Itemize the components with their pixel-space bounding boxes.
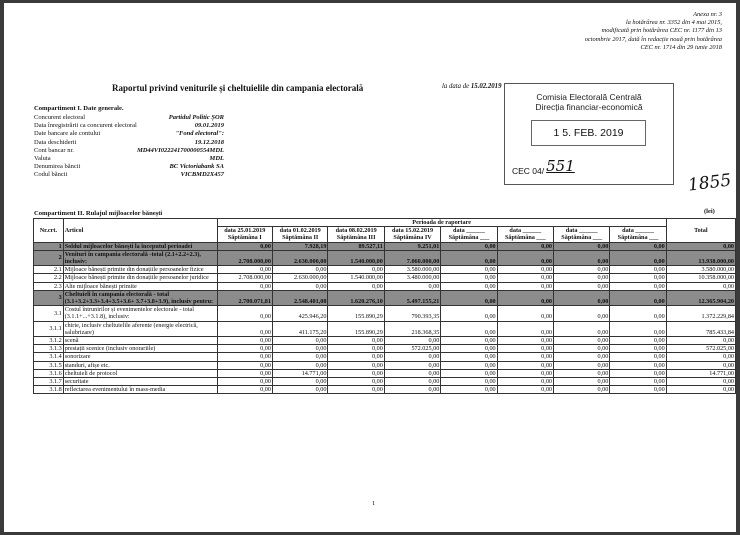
general-data-row bbox=[34, 155, 224, 163]
row-number: 3.1.5 bbox=[34, 361, 64, 369]
table-row bbox=[34, 345, 736, 353]
row-value: 0,00 bbox=[328, 282, 384, 290]
row-value: 0,00 bbox=[554, 266, 610, 274]
annex-line: Anexa nr. 3 bbox=[693, 11, 722, 18]
row-value: 9.251,01 bbox=[384, 242, 440, 250]
row-total: 0,00 bbox=[666, 361, 735, 369]
row-value: 0,00 bbox=[610, 378, 666, 386]
row-article: securitate bbox=[63, 378, 217, 386]
row-value: 0,00 bbox=[554, 345, 610, 353]
general-data-value: Partidul Politic ȘOR bbox=[168, 114, 224, 121]
general-data-row bbox=[34, 147, 224, 155]
general-data-label: Concurent electoral bbox=[34, 114, 86, 121]
section1-heading: Compartiment I. Date generale. bbox=[34, 105, 124, 112]
row-value: 0,00 bbox=[497, 282, 553, 290]
row-value: 2.548.401,08 bbox=[272, 290, 327, 305]
row-value: 0,00 bbox=[610, 282, 666, 290]
row-value: 2.700.071,81 bbox=[217, 290, 272, 305]
report-title: Raportul privind veniturile și cheltuielile din campania electorală bbox=[112, 83, 364, 93]
row-value: 0,00 bbox=[497, 345, 553, 353]
row-value: 5.497.155,21 bbox=[384, 290, 440, 305]
row-value: 0,00 bbox=[610, 242, 666, 250]
period-header bbox=[384, 227, 440, 242]
page-number: 1 bbox=[372, 500, 376, 507]
row-value: 0,00 bbox=[328, 266, 384, 274]
row-value: 0,00 bbox=[441, 378, 497, 386]
row-value: 218.368,35 bbox=[384, 321, 440, 336]
row-value: 0,00 bbox=[328, 345, 384, 353]
row-total: 0,00 bbox=[666, 386, 735, 394]
row-value: 0,00 bbox=[610, 250, 666, 265]
row-value: 0,00 bbox=[497, 337, 553, 345]
row-article: Alte mijloace bănești primite bbox=[63, 282, 217, 290]
period-date: data 01.02.2019 bbox=[279, 227, 321, 235]
general-data-label: Date bancare ale contului bbox=[34, 130, 101, 138]
row-number: 3.1.3 bbox=[34, 345, 64, 353]
period-date: data ______ bbox=[509, 227, 542, 235]
row-value: 0,00 bbox=[272, 353, 327, 361]
general-data-value: 19.12.2018 bbox=[194, 138, 224, 146]
row-number: 3.1.6 bbox=[34, 369, 64, 377]
row-value: 0,00 bbox=[384, 282, 440, 290]
row-value: 0,00 bbox=[328, 353, 384, 361]
row-article: prestații scenice (inclusiv onorariile) bbox=[63, 345, 217, 353]
row-article: Mijloace bănești primite din donațiile persoanelor juridice bbox=[63, 274, 217, 282]
row-value: 0,00 bbox=[497, 378, 553, 386]
row-value: 0,00 bbox=[217, 361, 272, 369]
row-value: 0,00 bbox=[554, 361, 610, 369]
handwritten-side-number: 1855 bbox=[686, 170, 733, 196]
row-total: 0,00 bbox=[666, 282, 735, 290]
handwritten-number: 551 bbox=[546, 157, 575, 175]
row-total: 572.025,00 bbox=[666, 345, 735, 353]
row-value: 0,00 bbox=[554, 378, 610, 386]
general-data-row bbox=[34, 114, 224, 122]
table-row bbox=[34, 369, 736, 377]
row-value: 411.175,20 bbox=[272, 321, 327, 336]
row-value: 0,00 bbox=[610, 361, 666, 369]
row-value: 7.060.000,00 bbox=[384, 250, 440, 265]
period-header bbox=[554, 227, 610, 242]
row-value: 0,00 bbox=[328, 337, 384, 345]
general-data-label: Denumirea băncii bbox=[34, 163, 81, 171]
row-article: reflectarea evenimentului în mass-media bbox=[63, 386, 217, 394]
row-value: 0,00 bbox=[441, 361, 497, 369]
row-value: 0,00 bbox=[441, 274, 497, 282]
row-value: 89.527,11 bbox=[328, 242, 384, 250]
row-value: 0,00 bbox=[497, 274, 553, 282]
row-article: Soldul mijloacelor bănești la începutul perioadei bbox=[63, 242, 217, 250]
row-total: 0,00 bbox=[666, 378, 735, 386]
row-value: 0,00 bbox=[384, 337, 440, 345]
row-value: 0,00 bbox=[384, 353, 440, 361]
general-data-value: 09.01.2019 bbox=[194, 122, 224, 130]
annex-note bbox=[532, 11, 722, 52]
row-number: 3.1.2 bbox=[34, 337, 64, 345]
row-value: 0,00 bbox=[497, 306, 553, 321]
period-week: Săptămâna ___ bbox=[617, 234, 659, 242]
general-data-row bbox=[34, 130, 224, 138]
row-total: 0,00 bbox=[666, 353, 735, 361]
row-value: 0,00 bbox=[554, 242, 610, 250]
row-value: 0,00 bbox=[497, 369, 553, 377]
period-week: Săptămâna III bbox=[336, 234, 376, 242]
row-value: 0,00 bbox=[441, 282, 497, 290]
row-value: 0,00 bbox=[272, 337, 327, 345]
period-week: Săptămâna I bbox=[227, 234, 262, 242]
period-header bbox=[272, 227, 327, 242]
general-data-row bbox=[34, 139, 224, 147]
period-header bbox=[497, 227, 553, 242]
row-value: 0,00 bbox=[554, 290, 610, 305]
table-row bbox=[34, 378, 736, 386]
period-date: data 15.02.2019 bbox=[392, 227, 434, 235]
table-row bbox=[34, 282, 736, 290]
row-value: 0,00 bbox=[217, 369, 272, 377]
row-value: 155.890,29 bbox=[328, 306, 384, 321]
row-value: 0,00 bbox=[441, 266, 497, 274]
row-value: 0,00 bbox=[497, 386, 553, 394]
row-value: 0,00 bbox=[272, 282, 327, 290]
period-week: Săptămâna ___ bbox=[561, 234, 603, 242]
row-total: 10.358.000,00 bbox=[666, 274, 735, 282]
table-row bbox=[34, 306, 736, 321]
table-row bbox=[34, 266, 736, 274]
row-number: 1 bbox=[34, 242, 64, 250]
row-value: 7.928,19 bbox=[272, 242, 327, 250]
row-total: 0,00 bbox=[666, 242, 735, 250]
row-value: 0,00 bbox=[497, 266, 553, 274]
period-date: data 08.02.2019 bbox=[335, 227, 377, 235]
table-row bbox=[34, 353, 736, 361]
row-value: 0,00 bbox=[497, 290, 553, 305]
row-value: 0,00 bbox=[328, 361, 384, 369]
period-header bbox=[441, 227, 497, 242]
row-value: 0,00 bbox=[554, 306, 610, 321]
currency-note: (lei) bbox=[704, 208, 715, 215]
row-value: 0,00 bbox=[554, 337, 610, 345]
general-data-value: BC Victoriabank SA bbox=[169, 163, 224, 171]
row-number: 2.1 bbox=[34, 266, 64, 274]
row-value: 0,00 bbox=[217, 282, 272, 290]
row-article: Venituri în campania electorală -total (2.1+2.2+2.3), inclusiv: bbox=[63, 250, 217, 265]
row-value: 0,00 bbox=[272, 361, 327, 369]
row-value: 0,00 bbox=[610, 369, 666, 377]
row-article: sonorizare bbox=[63, 353, 217, 361]
row-article: standuri, afișe etc. bbox=[63, 361, 217, 369]
row-value: 0,00 bbox=[217, 306, 272, 321]
row-value: 0,00 bbox=[441, 369, 497, 377]
period-date: data ______ bbox=[453, 227, 485, 235]
general-data-label: Data înregistrării ca concurent electoral bbox=[34, 122, 137, 130]
row-value: 0,00 bbox=[217, 378, 272, 386]
row-number: 3.1.4 bbox=[34, 353, 64, 361]
row-value: 0,00 bbox=[441, 353, 497, 361]
general-data-label: Cont bancar nr. bbox=[34, 146, 74, 154]
general-data-row bbox=[34, 122, 224, 130]
row-total: 14.771,00 bbox=[666, 369, 735, 377]
row-value: 0,00 bbox=[554, 282, 610, 290]
stamp-date: 1 5. FEB. 2019 bbox=[531, 120, 646, 146]
row-article: Mijloace bănești primite din donațiile persoanelor fizice bbox=[63, 266, 217, 274]
general-data-value: "Fond electoral": bbox=[175, 130, 224, 138]
general-data-label: Data deschiderii bbox=[34, 138, 77, 146]
stamp-line-2: Direcția financiar-economică bbox=[535, 102, 643, 112]
row-number: 3 bbox=[34, 290, 64, 305]
section2-heading: Compartiment II. Rulajul mijloacelor bănești bbox=[34, 210, 163, 217]
general-data-row bbox=[34, 163, 224, 171]
general-data-label: Valuta bbox=[34, 155, 51, 163]
table-row bbox=[34, 361, 736, 369]
period-week: Săptămâna IV bbox=[393, 234, 432, 242]
row-total: 3.580.000,00 bbox=[666, 266, 735, 274]
row-number: 2 bbox=[34, 250, 64, 265]
general-data-value: MD44VI022241700000554MDL bbox=[136, 146, 224, 154]
row-value: 1.540.000,00 bbox=[328, 274, 384, 282]
row-value: 0,00 bbox=[497, 353, 553, 361]
annex-line: la hotărârea nr. 3352 din 4 mai 2015, bbox=[625, 19, 722, 27]
row-value: 0,00 bbox=[554, 369, 610, 377]
row-value: 0,00 bbox=[610, 353, 666, 361]
row-value: 0,00 bbox=[272, 378, 327, 386]
row-value: 0,00 bbox=[441, 321, 497, 336]
period-date: data ______ bbox=[622, 227, 654, 235]
row-value: 0,00 bbox=[441, 345, 497, 353]
row-value: 0,00 bbox=[328, 369, 384, 377]
row-value: 0,00 bbox=[441, 290, 497, 305]
row-value: 0,00 bbox=[272, 386, 327, 394]
period-week: Săptămâna ___ bbox=[504, 234, 546, 242]
annex-line: CEC nr. 1714 din 29 iunie 2018 bbox=[640, 43, 722, 51]
row-value: 2.630.000,00 bbox=[272, 274, 327, 282]
row-total: 12.365.904,20 bbox=[666, 290, 735, 305]
table-row bbox=[34, 321, 736, 336]
period-date: data 25.01.2019 bbox=[224, 227, 266, 235]
row-value: 0,00 bbox=[610, 274, 666, 282]
row-value: 572.025,00 bbox=[384, 345, 440, 353]
row-value: 0,00 bbox=[441, 386, 497, 394]
annex-line: modificată prin hotărârea CEC nr. 1177 din 13 bbox=[601, 27, 722, 35]
row-value: 155.890,29 bbox=[328, 321, 384, 336]
row-value: 0,00 bbox=[497, 242, 553, 250]
row-value: 0,00 bbox=[384, 361, 440, 369]
period-week: Săptămâna ___ bbox=[448, 234, 490, 242]
row-value: 0,00 bbox=[441, 242, 497, 250]
general-data-list bbox=[34, 114, 224, 180]
row-value: 0,00 bbox=[384, 378, 440, 386]
row-value: 3.580.000,00 bbox=[384, 266, 440, 274]
period-header bbox=[610, 227, 666, 242]
annex-line: octombrie 2017, dată în redacție nouă prin hotărârea bbox=[584, 35, 722, 43]
stamp-line-1: Comisia Electorală Centrală bbox=[536, 92, 642, 102]
table-row bbox=[34, 250, 736, 265]
row-value: 0,00 bbox=[217, 337, 272, 345]
row-number: 2.3 bbox=[34, 282, 64, 290]
row-value: 0,00 bbox=[610, 321, 666, 336]
row-value: 0,00 bbox=[610, 345, 666, 353]
row-value: 0,00 bbox=[497, 321, 553, 336]
row-value: 2.630.000,00 bbox=[272, 250, 327, 265]
stamp-header bbox=[505, 92, 673, 112]
report-date bbox=[442, 83, 501, 90]
row-value: 0,00 bbox=[610, 290, 666, 305]
row-value: 0,00 bbox=[554, 386, 610, 394]
table-row bbox=[34, 290, 736, 305]
stamp-number bbox=[512, 157, 575, 178]
row-number: 3.1.7 bbox=[34, 378, 64, 386]
row-value: 0,00 bbox=[610, 337, 666, 345]
row-value: 0,00 bbox=[217, 345, 272, 353]
row-value: 0,00 bbox=[610, 306, 666, 321]
row-value: 0,00 bbox=[217, 266, 272, 274]
row-value: 0,00 bbox=[217, 321, 272, 336]
row-value: 1.540.000,00 bbox=[328, 250, 384, 265]
general-data-row bbox=[34, 171, 224, 179]
row-value: 0,00 bbox=[610, 386, 666, 394]
row-total: 13.938.000,00 bbox=[666, 250, 735, 265]
row-value: 0,00 bbox=[554, 274, 610, 282]
row-value: 0,00 bbox=[441, 250, 497, 265]
row-article: cheltuieli de protocol bbox=[63, 369, 217, 377]
period-week: Săptămâna II bbox=[282, 234, 319, 242]
row-value: 0,00 bbox=[554, 353, 610, 361]
row-value: 0,00 bbox=[554, 250, 610, 265]
row-number: 2.2 bbox=[34, 274, 64, 282]
row-value: 0,00 bbox=[272, 345, 327, 353]
row-value: 2.708.000,00 bbox=[217, 250, 272, 265]
general-data-value: MDL bbox=[209, 155, 224, 163]
row-value: 0,00 bbox=[610, 266, 666, 274]
cashflow-table bbox=[33, 218, 736, 394]
report-date-label: la data de bbox=[442, 83, 470, 90]
row-value: 0,00 bbox=[441, 306, 497, 321]
row-article: chirie, inclusiv cheltuielile aferente (energie electrică, salubrizare) bbox=[63, 321, 217, 336]
period-header bbox=[217, 227, 272, 242]
row-value: 0,00 bbox=[554, 321, 610, 336]
general-data-value: VICBMD2X457 bbox=[180, 171, 224, 179]
row-article: Costul întrunirilor și evenimentelor electorale - total (3.1.1+...+3.1.8), inclusiv: bbox=[63, 306, 217, 321]
row-value: 790.393,35 bbox=[384, 306, 440, 321]
row-value: 14.771,00 bbox=[272, 369, 327, 377]
row-number: 3.1.1 bbox=[34, 321, 64, 336]
row-value: 0,00 bbox=[328, 378, 384, 386]
row-total: 785.433,84 bbox=[666, 321, 735, 336]
row-value: 1.620.276,10 bbox=[328, 290, 384, 305]
row-total: 0,00 bbox=[666, 337, 735, 345]
row-article: scenă bbox=[63, 337, 217, 345]
row-value: 0,00 bbox=[217, 353, 272, 361]
row-value: 0,00 bbox=[272, 266, 327, 274]
header-period: Perioada de raportare bbox=[217, 219, 666, 227]
row-total: 1.372.229,84 bbox=[666, 306, 735, 321]
row-number: 3.1 bbox=[34, 306, 64, 321]
row-value: 2.708.000,00 bbox=[217, 274, 272, 282]
stamp-cec-label: CEC 04/ bbox=[512, 166, 545, 176]
general-data-label: Codul băncii bbox=[34, 171, 68, 179]
row-value: 3.480.000,00 bbox=[384, 274, 440, 282]
row-value: 0,00 bbox=[384, 386, 440, 394]
report-date-value: 15.02.2019 bbox=[470, 83, 502, 90]
row-value: 425.946,20 bbox=[272, 306, 327, 321]
row-value: 0,00 bbox=[328, 386, 384, 394]
period-date: data ______ bbox=[565, 227, 598, 235]
row-value: 0,00 bbox=[217, 242, 272, 250]
table-row bbox=[34, 337, 736, 345]
row-value: 0,00 bbox=[497, 361, 553, 369]
row-number: 3.1.8 bbox=[34, 386, 64, 394]
header-article: Articol bbox=[63, 219, 217, 243]
row-value: 0,00 bbox=[384, 369, 440, 377]
header-nr: Nr.crt. bbox=[34, 219, 64, 243]
header-total: Total bbox=[666, 219, 735, 243]
row-value: 0,00 bbox=[497, 250, 553, 265]
registration-stamp bbox=[504, 83, 674, 185]
period-header bbox=[328, 227, 384, 242]
row-value: 0,00 bbox=[441, 337, 497, 345]
table-row bbox=[34, 386, 736, 394]
row-value: 0,00 bbox=[217, 386, 272, 394]
table-row bbox=[34, 274, 736, 282]
document-page bbox=[4, 3, 736, 532]
table-row bbox=[34, 242, 736, 250]
row-article: Cheltuieli în campania electorală - total (3.1+3.2+3.3+3.4+3.5+3.6+ 3.7+3.8+3.9), inclusiv pentru: bbox=[63, 290, 217, 305]
